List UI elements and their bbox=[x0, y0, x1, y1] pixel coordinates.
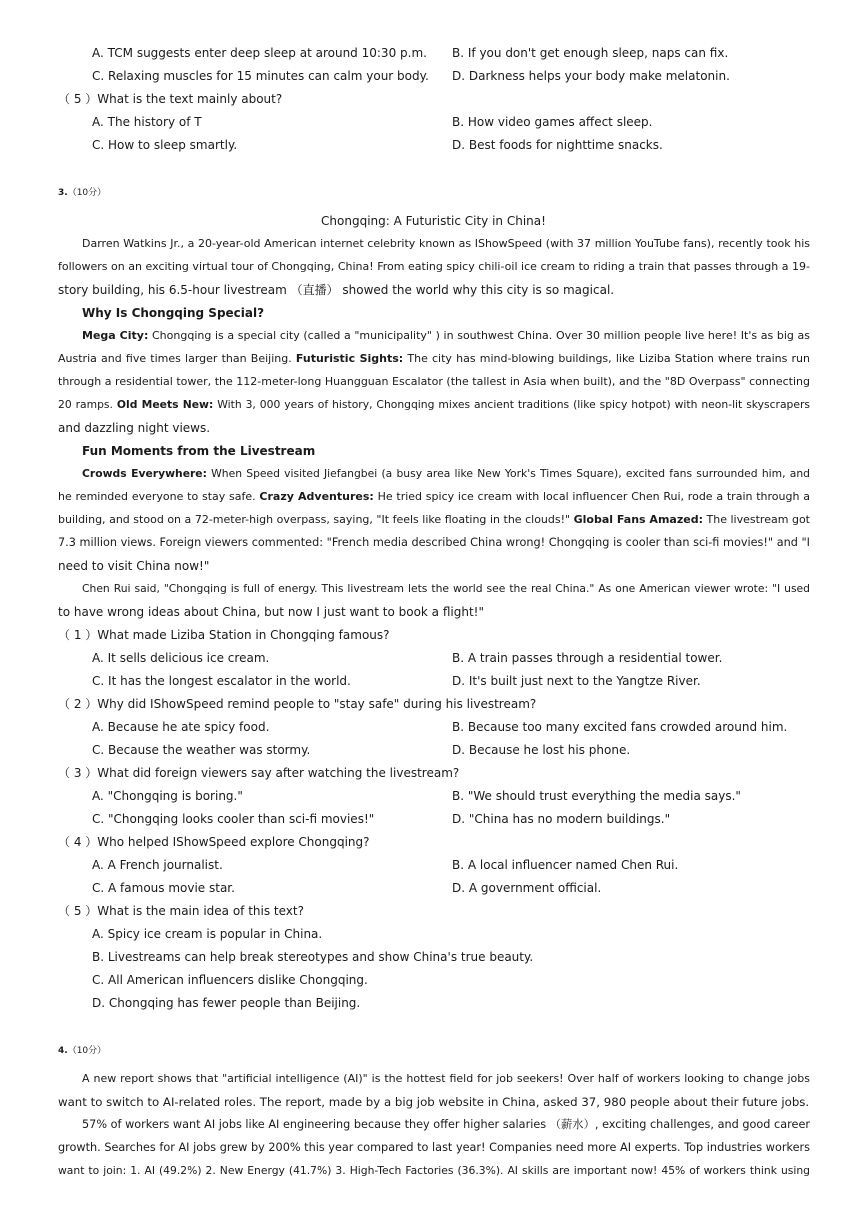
q3-sub3-stem: （ 3 ）What did foreign viewers say after watching the livestream? bbox=[58, 766, 460, 780]
q3-sub3-option-b: B. "We should trust everything the media says." bbox=[452, 789, 741, 803]
q3-sub4-option-d: D. A government official. bbox=[452, 881, 602, 895]
q3-sub3-option-c: C. "Chongqing looks cooler than sci-fi movies!" bbox=[92, 812, 375, 826]
prev-q4-option-d: D. Darkness helps your body make melatonin. bbox=[452, 69, 730, 83]
q4-p2-line3: want to join: 1. AI (49.2%) 2. New Energy (41.7%) 3. High-Tech Factories (36.3%). AI skills are important now! 45% of workers think using bbox=[58, 1164, 810, 1177]
q3-sub5-option-a: A. Spicy ice cream is popular in China. bbox=[92, 927, 323, 941]
q3-heading-fun: Fun Moments from the Livestream bbox=[82, 444, 316, 458]
q3-p1-line2: followers on an exciting virtual tour of Chongqing, China! From eating spicy chili-oil ice cream to riding a train that passes through a 19- bbox=[58, 260, 810, 273]
prev-q5-option-c: C. How to sleep smartly. bbox=[92, 138, 238, 152]
q3-sub2-option-d: D. Because he lost his phone. bbox=[452, 743, 631, 757]
prev-q5-option-d: D. Best foods for nighttime snacks. bbox=[452, 138, 663, 152]
q3-sub5-stem: （ 5 ）What is the main idea of this text? bbox=[58, 904, 304, 918]
q3-sub5-option-d: D. Chongqing has fewer people than Beijing. bbox=[92, 996, 361, 1010]
q3-sub2-stem: （ 2 ）Why did IShowSpeed remind people to "stay safe" during his livestream? bbox=[58, 697, 537, 711]
prev-q4-option-c: C. Relaxing muscles for 15 minutes can calm your body. bbox=[92, 69, 429, 83]
q3-p3-line1: Crowds Everywhere: When Speed visited Jiefangbei (a busy area like New York's Times Square), excited fans surrounded him, and bbox=[82, 467, 810, 480]
q3-sub3-option-a: A. "Chongqing is boring." bbox=[92, 789, 243, 803]
q4-p1-line1: A new report shows that "artificial intelligence (AI)" is the hottest field for job seekers! Over half of workers looking to change jobs bbox=[82, 1072, 810, 1085]
q3-sub1-option-a: A. It sells delicious ice cream. bbox=[92, 651, 270, 665]
q3-p2-line2: Austria and five times larger than Beijing. Futuristic Sights: The city has mind-blowing buildings, like Liziba Station where trains run bbox=[58, 352, 810, 365]
q3-sub3-option-d: D. "China has no modern buildings." bbox=[452, 812, 671, 826]
q3-sub2-option-b: B. Because too many excited fans crowded around him. bbox=[452, 720, 788, 734]
q3-sub4-option-b: B. A local influencer named Chen Rui. bbox=[452, 858, 679, 872]
q3-p2-line1: Mega City: Chongqing is a special city (called a "municipality" ) in southwest China. Over 30 million people live here! It's as big as bbox=[82, 329, 810, 342]
q3-sub4-option-a: A. A French journalist. bbox=[92, 858, 223, 872]
q3-p1-line1: Darren Watkins Jr., a 20-year-old American internet celebrity known as IShowSpeed (with 37 million YouTube fans), recently took his bbox=[82, 237, 810, 250]
q3-sub1-option-c: C. It has the longest escalator in the world. bbox=[92, 674, 351, 688]
q3-sub4-stem: （ 4 ）Who helped IShowSpeed explore Chongqing? bbox=[58, 835, 370, 849]
prev-q5-stem: （ 5 ）What is the text mainly about? bbox=[58, 92, 283, 106]
q4-number: 4.（10分） bbox=[58, 1046, 107, 1056]
q3-p3-line5: need to visit China now!" bbox=[58, 559, 210, 573]
q3-number: 3.（10分） bbox=[58, 188, 107, 198]
q3-sub4-option-c: C. A famous movie star. bbox=[92, 881, 235, 895]
prev-q5-option-a: A. The history of T bbox=[92, 115, 202, 129]
q3-p1-line3: story building, his 6.5-hour livestream （直播） showed the world why this city is so magical. bbox=[58, 283, 615, 297]
q3-p2-line4: 20 ramps. Old Meets New: With 3, 000 years of history, Chongqing mixes ancient traditions (like spicy hotpot) with neon-lit skyscrapers bbox=[58, 398, 810, 411]
q3-p3-line3: building, and stood on a 72-meter-high overpass, saying, "It feels like floating in the clouds!" Global Fans Amazed: The livestream got bbox=[58, 513, 810, 526]
prev-q4-option-a: A. TCM suggests enter deep sleep at around 10:30 p.m. bbox=[92, 46, 427, 60]
q3-heading-special: Why Is Chongqing Special? bbox=[82, 306, 265, 320]
q3-p4-line2: to have wrong ideas about China, but now I just want to book a flight!" bbox=[58, 605, 484, 619]
q3-sub1-option-d: D. It's built just next to the Yangtze River. bbox=[452, 674, 701, 688]
q4-p2-line2: growth. Searches for AI jobs grew by 200% this year compared to last year! Companies need more AI experts. Top industries workers bbox=[58, 1141, 810, 1154]
q3-sub2-option-a: A. Because he ate spicy food. bbox=[92, 720, 270, 734]
q3-p2-line3: through a residential tower, the 112-meter-long Huangguan Escalator (the tallest in Asia when built), and the "8D Overpass" connecting bbox=[58, 375, 810, 388]
q4-p2-line1: 57% of workers want AI jobs like AI engineering because they offer higher salaries （薪水）, exciting challenges, and good career bbox=[82, 1118, 810, 1131]
q3-sub5-option-c: C. All American influencers dislike Chongqing. bbox=[92, 973, 368, 987]
q3-sub5-option-b: B. Livestreams can help break stereotypes and show China's true beauty. bbox=[92, 950, 534, 964]
q3-title: Chongqing: A Futuristic City in China! bbox=[321, 214, 546, 228]
q3-sub2-option-c: C. Because the weather was stormy. bbox=[92, 743, 311, 757]
prev-q5-option-b: B. How video games affect sleep. bbox=[452, 115, 653, 129]
q3-p3-line2: he reminded everyone to stay safe. Crazy Adventures: He tried spicy ice cream with local influencer Chen Rui, rode a train through a bbox=[58, 490, 810, 503]
q3-p4-line1: Chen Rui said, "Chongqing is full of energy. This livestream lets the world see the real China." As one American viewer wrote: "I used bbox=[82, 582, 810, 595]
q3-p2-line5: and dazzling night views. bbox=[58, 421, 211, 435]
prev-q4-option-b: B. If you don't get enough sleep, naps can fix. bbox=[452, 46, 729, 60]
q3-sub1-option-b: B. A train passes through a residential tower. bbox=[452, 651, 723, 665]
q4-p1-line2: want to switch to AI-related roles. The report, made by a big job website in China, asked 37, 980 people about their future jobs. bbox=[58, 1095, 810, 1109]
q3-sub1-stem: （ 1 ）What made Liziba Station in Chongqing famous? bbox=[58, 628, 390, 642]
q3-p3-line4: 7.3 million views. Foreign viewers commented: "French media described China wrong! Chongqing is cooler than sci-fi movies!" and "I bbox=[58, 536, 810, 549]
